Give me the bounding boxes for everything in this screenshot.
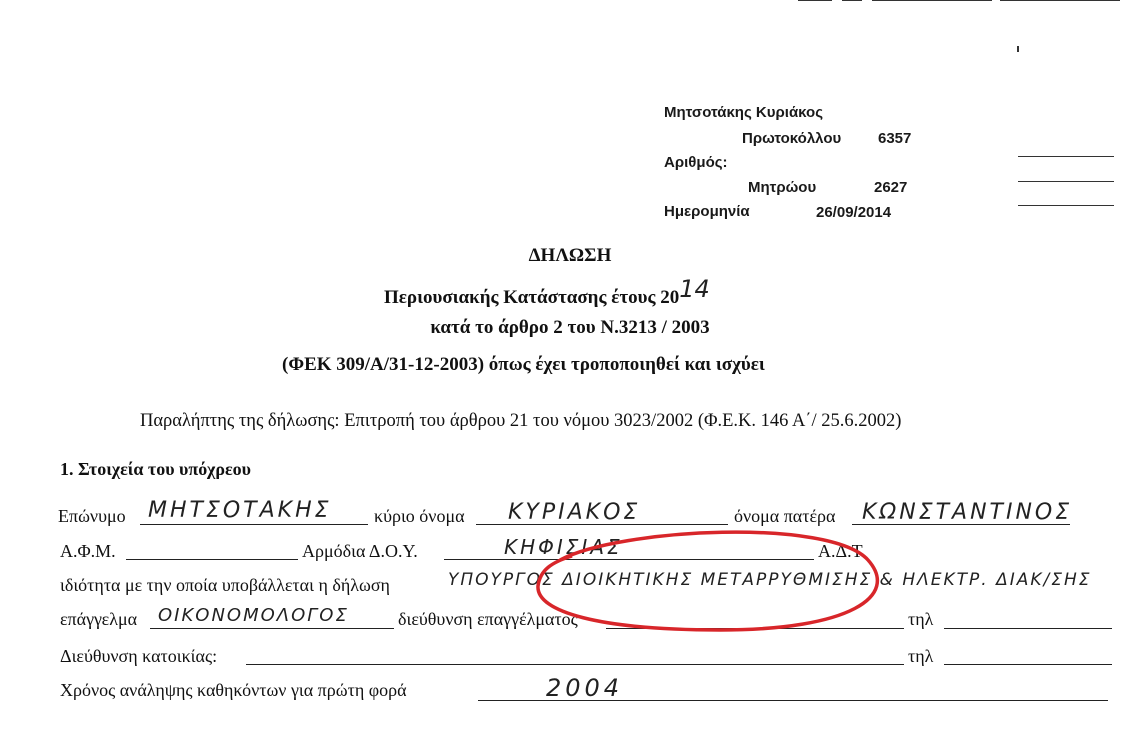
- handwritten-year: 14: [679, 275, 710, 303]
- doy-value: ΚΗΦΙΣΙΑΣ: [504, 535, 623, 559]
- date-value: 26/09/2014: [816, 204, 892, 221]
- scan-mark-line: [872, 0, 992, 1]
- law-reference: κατά το άρθρο 2 του Ν.3213 / 2003: [430, 317, 710, 338]
- scan-mark-line: [798, 0, 832, 1]
- surname-label: Επώνυμο: [58, 506, 126, 526]
- number-label: Αριθμός:: [664, 154, 728, 171]
- first-duty-label: Χρόνος ανάληψης καθηκόντων για πρώτη φορά: [60, 680, 407, 700]
- adt-label: Α.Δ.Τ.: [818, 541, 866, 561]
- profession-label: επάγγελμα: [60, 609, 138, 629]
- declaration-title: ΔΗΛΩΣΗ: [528, 245, 612, 266]
- work-address-label: διεύθυνση επαγγέλματος: [398, 609, 578, 629]
- first-duty-value: 2004: [546, 674, 624, 702]
- father-label: όνομα πατέρα: [734, 506, 836, 526]
- header-blank-line: [1018, 205, 1114, 206]
- header-blank-line: [1018, 156, 1114, 157]
- scan-mark-line: [842, 0, 862, 1]
- surname-line: [140, 524, 368, 525]
- section1-heading: 1. Στοιχεία του υπόχρεου: [60, 459, 252, 479]
- protocol-label: Πρωτοκόλλου: [742, 130, 842, 147]
- phone-label: τηλ: [908, 609, 934, 629]
- profession-line: [150, 628, 394, 629]
- phone-line: [944, 628, 1112, 629]
- registry-label: Μητρώου: [748, 179, 817, 196]
- home-address-line: [246, 664, 904, 665]
- recipient-line: Παραλήπτης της δήλωσης: Επιτροπή του άρθρου 21 του νόμου 3023/2002 (Φ.Ε.Κ. 146 Α΄/ 25.6.2002): [140, 411, 902, 431]
- scan-speck: [1017, 46, 1019, 52]
- home-address-label: Διεύθυνση κατοικίας:: [60, 646, 218, 666]
- phone2-line: [944, 664, 1112, 665]
- declaration-subtitle: [384, 275, 710, 309]
- capacity-value: ΥΠΟΥΡΓΟΣ ΔΙΟΙΚΗΤΙΚΗΣ ΜΕΤΑΡΡΥΘΜΙΣΗΣ & ΗΛΕΚΤΡ. ΔΙΑΚ/ΣΗΣ: [448, 570, 1092, 590]
- scan-mark-line: [1000, 0, 1120, 1]
- date-label: Ημερομηνία: [664, 203, 750, 220]
- father-line: [852, 524, 1070, 525]
- profession-value: ΟΙΚΟΝΟΜΟΛΟΓΟΣ: [158, 605, 349, 626]
- subtitle-text: Περιουσιακής Κατάστασης έτους 20: [384, 287, 680, 308]
- protocol-number: 6357: [878, 130, 912, 147]
- surname-value: ΜΗΤΣΟΤΑΚΗΣ: [148, 498, 332, 523]
- registry-number: 2627: [874, 179, 908, 196]
- doy-label: Αρμόδια Δ.Ο.Υ.: [302, 541, 418, 561]
- gazette-reference: (ΦΕΚ 309/Α/31-12-2003) όπως έχει τροποποιηθεί και ισχύει: [282, 354, 765, 375]
- first-duty-line: [478, 700, 1108, 701]
- doy-line: [444, 559, 814, 560]
- firstname-label: κύριο όνομα: [374, 506, 465, 526]
- header-blank-line: [1018, 181, 1114, 182]
- work-address-line: [606, 628, 904, 629]
- afm-line: [126, 559, 298, 560]
- firstname-line: [476, 524, 728, 525]
- afm-label: Α.Φ.Μ.: [60, 541, 116, 561]
- firstname-value: ΚΥΡΙΑΚΟΣ: [508, 500, 641, 525]
- capacity-label: ιδιότητα με την οποία υποβάλλεται η δήλωση: [60, 575, 390, 595]
- header-name: Μητσοτάκης Κυριάκος: [664, 104, 823, 121]
- father-value: ΚΩΝΣΤΑΝΤΙΝΟΣ: [862, 500, 1073, 525]
- phone2-label: τηλ: [908, 646, 934, 666]
